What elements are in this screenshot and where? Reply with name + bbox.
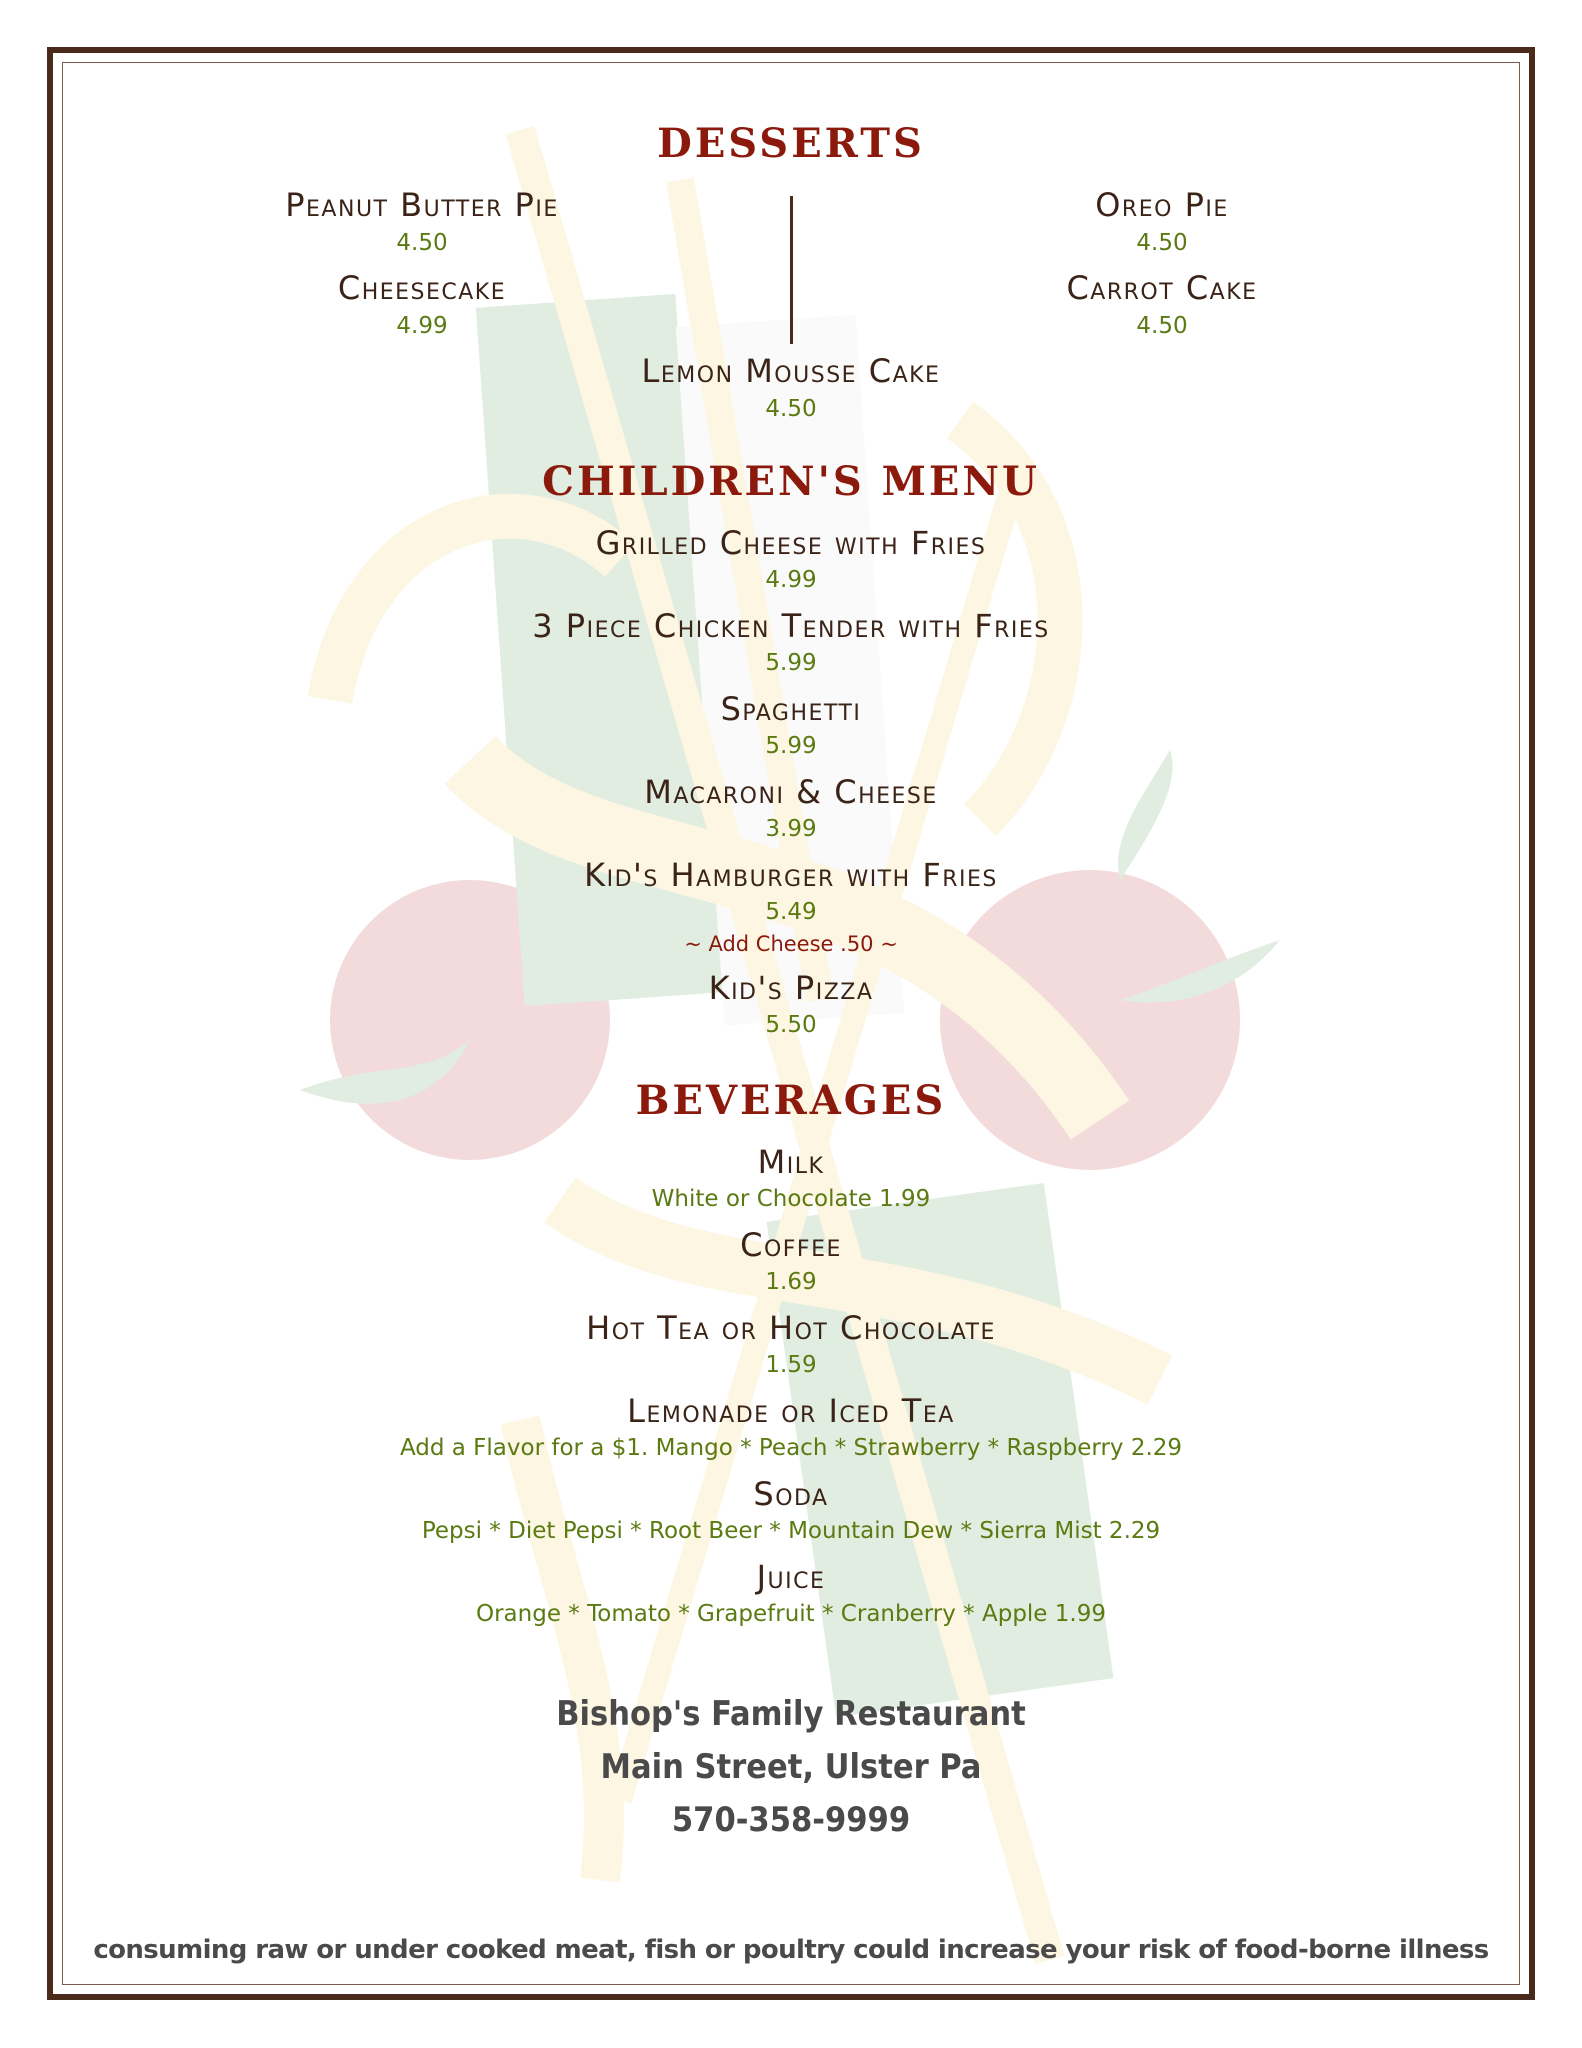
kids-item-price: 5.50 [765,1012,817,1038]
beverage-item-name: Lemonade or Iced Tea [627,1392,955,1430]
beverage-item-detail: 1.69 [765,1269,817,1295]
dessert-item-name: Peanut Butter Pie [285,186,559,224]
dessert-item-price: 4.99 [396,313,448,339]
restaurant-phone: 570-358-9999 [671,1800,911,1840]
kids-item-price: 5.99 [765,733,817,759]
dessert-item-name: Cheesecake [337,269,507,307]
kids-item-price: 3.99 [765,816,817,842]
kids-item-price: 5.49 [765,899,817,925]
add-cheese-note: ~ Add Cheese .50 ~ [684,932,898,956]
childrens-menu-heading: CHILDREN'S MENU [542,458,1040,505]
kids-item-price: 5.99 [765,650,817,676]
food-safety-disclaimer: consuming raw or under cooked meat, fish or poultry could increase your risk of food-borne illness [93,1935,1489,1965]
beverage-item-name: Juice [756,1558,826,1596]
beverage-item-name: Milk [757,1143,825,1181]
beverage-item-detail: 1.59 [765,1352,817,1378]
beverage-item-detail: Orange * Tomato * Grapefruit * Cranberry * Apple 1.99 [476,1601,1106,1627]
kids-item-name: Spaghetti [720,690,862,728]
kids-item-name: 3 Piece Chicken Tender with Fries [532,607,1050,645]
desserts-divider [790,196,793,344]
dessert-item-price: 4.50 [765,396,817,422]
beverage-item-detail: Pepsi * Diet Pepsi * Root Beer * Mountain Dew * Sierra Mist 2.29 [421,1518,1161,1544]
restaurant-address: Main Street, Ulster Pa [600,1747,982,1787]
kids-item-price: 4.99 [765,567,817,593]
dessert-item-price: 4.50 [1136,230,1188,256]
beverage-item-name: Coffee [740,1226,842,1264]
kids-item-name: Macaroni & Cheese [644,773,938,811]
beverage-item-name: Soda [753,1475,829,1513]
dessert-item-name: Lemon Mousse Cake [641,352,941,390]
dessert-item-name: Carrot Cake [1066,269,1258,307]
beverage-item-detail: White or Chocolate 1.99 [651,1186,931,1212]
dessert-item-price: 4.50 [1136,313,1188,339]
kids-item-name: Grilled Cheese with Fries [595,524,987,562]
restaurant-name: Bishop's Family Restaurant [556,1694,1026,1734]
kids-item-name: Kid's Hamburger with Fries [584,856,998,894]
dessert-item-name: Oreo Pie [1095,186,1229,224]
desserts-heading: DESSERTS [657,120,925,167]
kids-item-name: Kid's Pizza [708,969,874,1007]
beverages-heading: BEVERAGES [635,1077,947,1124]
beverage-item-detail: Add a Flavor for a $1. Mango * Peach * Strawberry * Raspberry 2.29 [399,1435,1183,1461]
beverage-item-name: Hot Tea or Hot Chocolate [586,1309,996,1347]
dessert-item-price: 4.50 [396,230,448,256]
